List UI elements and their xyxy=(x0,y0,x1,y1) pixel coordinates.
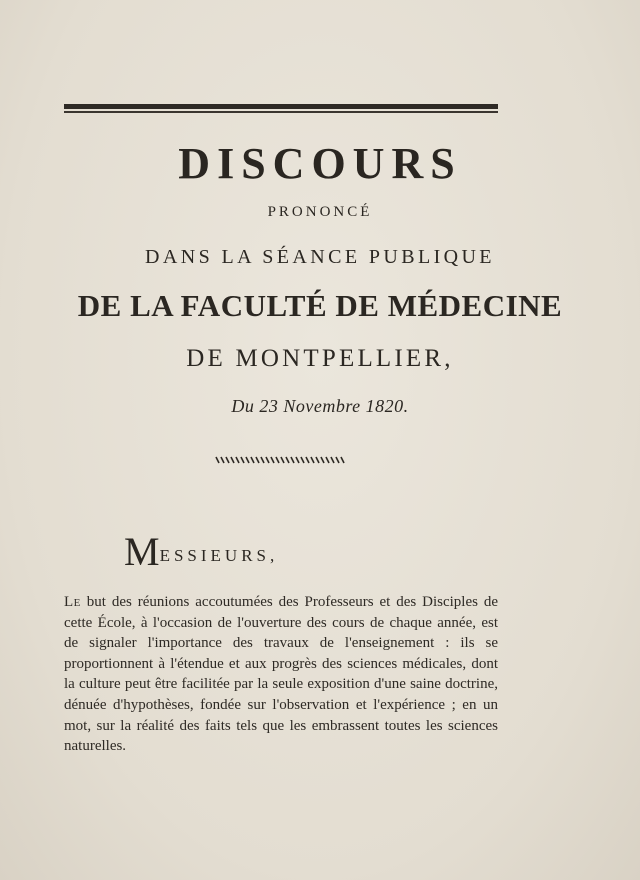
document-title: DISCOURS xyxy=(178,139,462,188)
thick-rule xyxy=(64,104,498,109)
thin-rule xyxy=(64,111,498,113)
subtitle-montpellier: DE MONTPELLIER, xyxy=(186,345,454,372)
salutation xyxy=(124,528,278,575)
salutation-initial: M xyxy=(124,529,160,574)
subtitle-seance: DANS LA SÉANCE PUBLIQUE xyxy=(145,246,495,268)
subtitle-prononce: PRONONCÉ xyxy=(267,204,373,220)
body-paragraph xyxy=(64,592,498,757)
top-double-rule xyxy=(64,104,498,114)
ornament-divider xyxy=(214,455,350,465)
document-date: Du 23 Novembre 1820. xyxy=(231,396,409,416)
body-text: but des réunions accoutumées des Professeurs et des Disciples de cette École, à l'occasion de l'ouverture des cours de chaque année, est de signaler l'importance des travaux de l'enseignement : ils se proportionnent à l'étendue et aux progrès des sciences médicales, dont la culture peut être facilitée par la seule exposition d'une saine doctrine, dénuée d'hypothèses, fondée sur l'observation et l'expérience ; en un mot, sur la réalité des faits tels que les embrassent toutes les sciences naturelles. xyxy=(64,594,498,755)
salutation-rest: ESSIEURS, xyxy=(159,546,279,565)
subtitle-faculte: DE LA FACULTÉ DE MÉDECINE xyxy=(77,288,563,323)
body-first-word: Le xyxy=(64,594,81,610)
